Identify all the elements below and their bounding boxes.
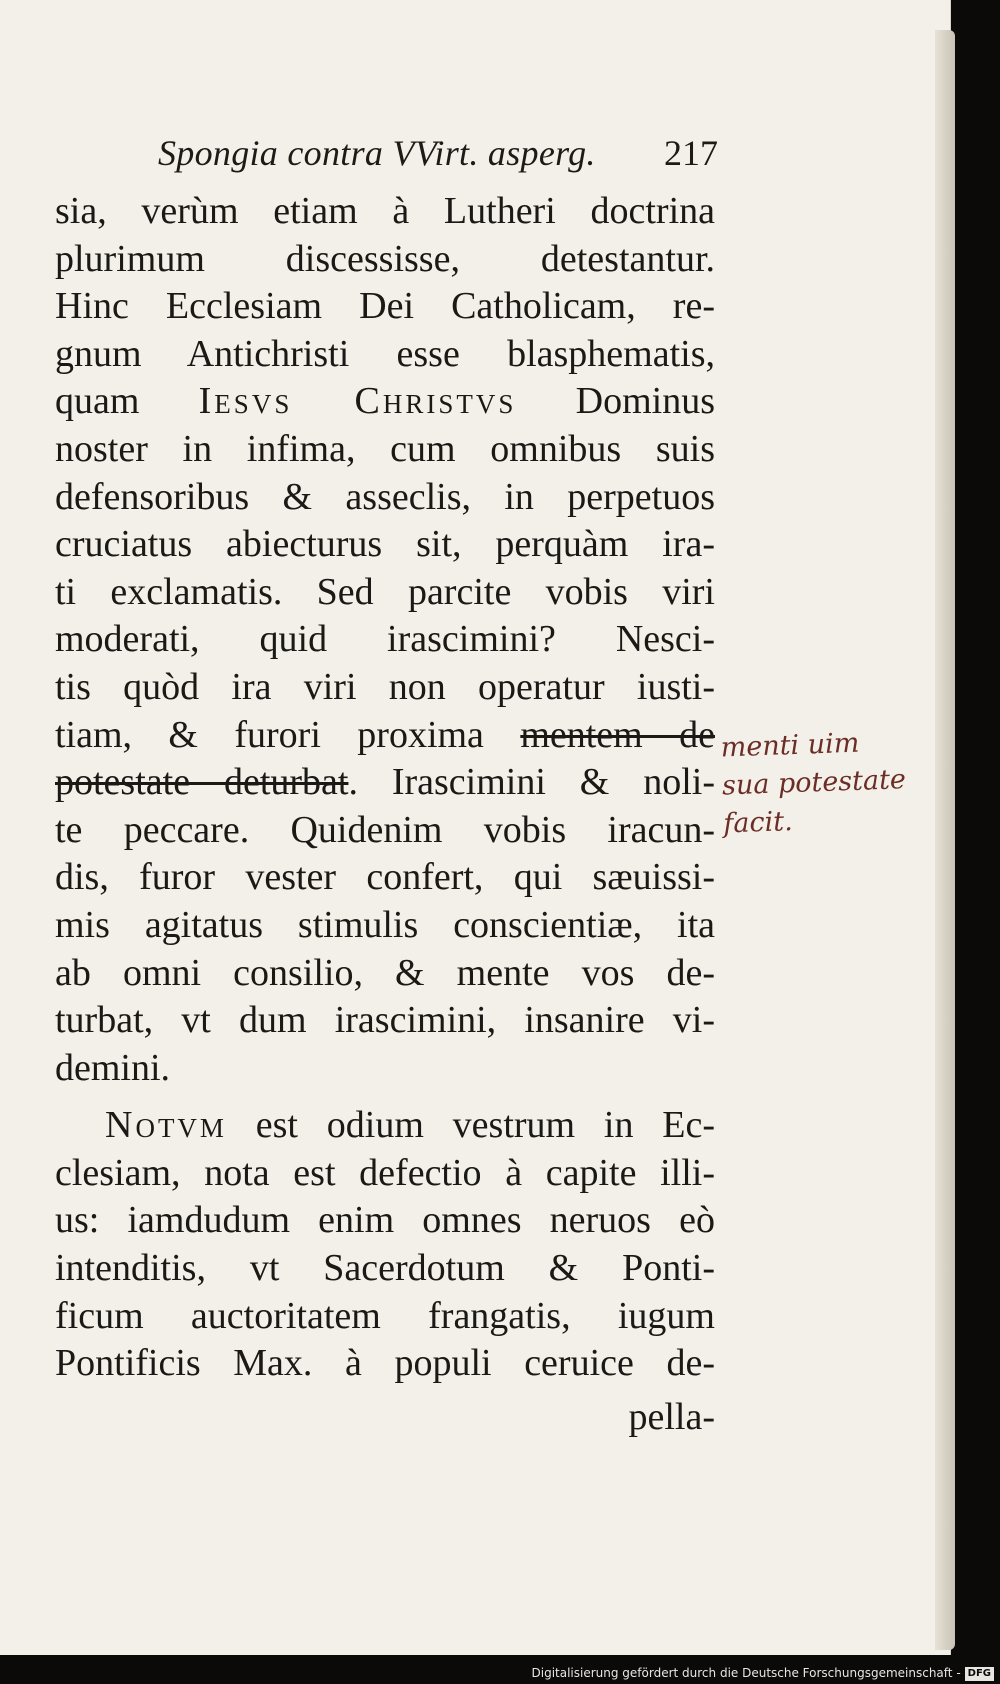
struck-text: mentem de [520, 713, 715, 756]
page-number: 217 [664, 133, 718, 173]
text-line: sia, verùm etiam à Lutheri doctrina [55, 190, 715, 232]
running-title: Spongia contra VVirt. asperg. [158, 133, 596, 173]
text-line: dis, furor vester confert, qui sæuissi- [55, 856, 715, 899]
text-segment: Dominus [516, 380, 715, 423]
page-header [158, 132, 718, 178]
text-line: cruciatus abiecturus sit, perquàm ira- [55, 523, 715, 566]
main-text [55, 188, 715, 1441]
text-line: intenditis, vt Sacerdotum & Ponti- [55, 1247, 715, 1290]
text-line: defensoribus & asseclis, in perpetuos [55, 475, 715, 518]
footer-text: Digitalisierung gefördert durch die Deutsche Forschungsgemeinschaft - [531, 1666, 961, 1680]
text-line [55, 1102, 715, 1150]
text-line: moderati, quid irascimini? Nesci- [55, 618, 715, 661]
paragraph-gap [55, 1092, 715, 1102]
text-line: gnum Antichristi esse blasphematis, [55, 332, 715, 375]
drop-word: Notvm [105, 1104, 227, 1147]
text-line: Pontificis Max. à populi ceruice de- [55, 1342, 715, 1385]
text-line [55, 712, 715, 760]
text-segment: quam [55, 380, 199, 423]
text-line: ficum auctoritatem frangatis, iugum [55, 1294, 715, 1337]
text-line [55, 378, 715, 426]
text-line: turbat, vt dum irascimini, insanire vi- [55, 999, 715, 1042]
marginal-note-line: sua potestate [721, 764, 907, 802]
text-line: clesiam, nota est defectio à capite illi- [55, 1151, 715, 1194]
text-line: te peccare. Quidenim vobis iracun- [55, 808, 715, 851]
text-line: demini. [55, 1046, 171, 1089]
text-line: ab omni consilio, & mente vos de- [55, 951, 715, 994]
text-line: tis quòd ira viri non operatur iusti- [55, 665, 715, 708]
digitization-footer [0, 1662, 1000, 1684]
dfg-logo: DFG [965, 1667, 994, 1681]
nomen-sacrum: Iesvs Christvs [198, 380, 517, 423]
text-segment: tiam, & furori proxima [55, 713, 521, 756]
catchword: pella- [628, 1395, 715, 1438]
struck-text: potestate deturbat [55, 761, 349, 804]
text-line: mis agitatus stimulis conscientiæ, ita [55, 903, 715, 946]
text-line: Hinc Ecclesiam Dei Catholicam, re- [55, 285, 715, 328]
marginal-note-line: facit. [722, 806, 794, 840]
text-line: us: iamdudum enim omnes neruos eò [55, 1199, 715, 1242]
text-line: noster in infima, cum omnibus suis [55, 427, 715, 470]
handwritten-marginal-note [720, 723, 924, 844]
text-line [55, 759, 715, 807]
text-segment: . Irascimini & noli- [348, 761, 715, 804]
marginal-note-line: menti uim [720, 727, 860, 764]
text-segment: est odium vestrum in Ec- [226, 1104, 715, 1147]
text-line: ti exclamatis. Sed parcite vobis viri [55, 570, 715, 613]
text-line: plurimum discessisse, detestantur. [55, 237, 715, 280]
page-edge [935, 30, 955, 1650]
